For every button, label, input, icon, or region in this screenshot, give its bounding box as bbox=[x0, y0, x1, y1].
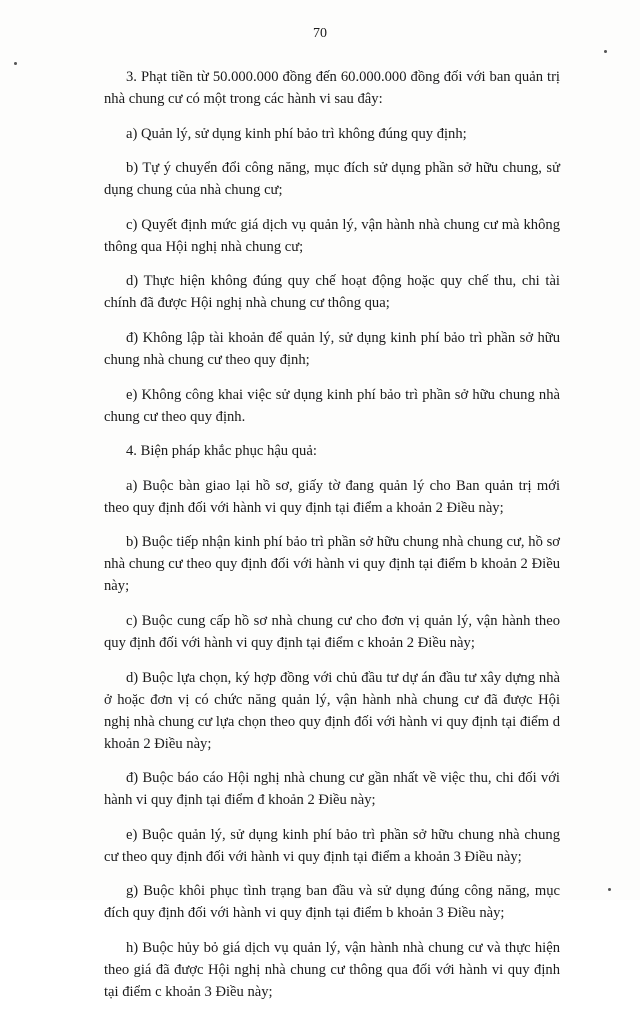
paragraph-clause-4: 4. Biện pháp khắc phục hậu quả: bbox=[126, 443, 317, 460]
paragraph-3e: e) Không công khai việc sử dụng kinh phí bảo trì phần sở hữu chung nhà chung cư theo quy định. bbox=[104, 386, 560, 425]
paragraph-4a: a) Buộc bàn giao lại hồ sơ, giấy tờ đang quản lý cho Ban quản trị mới theo quy định đối với hành vi quy định tại điểm a khoản 2 Điều này; bbox=[104, 477, 560, 516]
paragraph-4c: c) Buộc cung cấp hồ sơ nhà chung cư cho đơn vị quản lý, vận hành theo quy định đối với hành vi quy định tại điểm c khoản 2 Điều này; bbox=[104, 612, 560, 651]
paragraph-3dd: đ) Không lập tài khoản để quản lý, sử dụng kinh phí bảo trì phần sở hữu chung nhà chung cư theo quy định; bbox=[104, 329, 560, 368]
paragraph-4b: b) Buộc tiếp nhận kinh phí bảo trì phần sở hữu chung nhà chung cư, hồ sơ nhà chung cư theo quy định đối với hành vi quy định tại điểm b khoản 2 Điều này; bbox=[104, 534, 560, 595]
scan-speck bbox=[608, 888, 611, 891]
paragraph-4e: e) Buộc quản lý, sử dụng kinh phí bảo trì phần sở hữu chung nhà chung cư theo quy định đối với hành vi quy định tại điểm a khoản 3 Điều này; bbox=[104, 826, 560, 865]
paragraph-3a: a) Quản lý, sử dụng kinh phí bảo trì không đúng quy định; bbox=[126, 125, 467, 142]
page-number: 70 bbox=[313, 26, 327, 41]
paragraph-4h: h) Buộc hủy bỏ giá dịch vụ quản lý, vận hành nhà chung cư và thực hiện theo giá đã được Hội nghị nhà chung cư thông qua đối với hành vi quy định tại điểm c khoản 3 Điều này; bbox=[104, 939, 560, 1000]
paragraph-4dd: đ) Buộc báo cáo Hội nghị nhà chung cư gần nhất về việc thu, chi đối với hành vi quy định tại điểm đ khoản 2 Điều này; bbox=[104, 770, 560, 809]
paragraph-3c: c) Quyết định mức giá dịch vụ quản lý, vận hành nhà chung cư mà không thông qua Hội nghị nhà chung cư; bbox=[104, 216, 560, 255]
paragraph-clause-3: 3. Phạt tiền từ 50.000.000 đồng đến 60.000.000 đồng đối với ban quản trị nhà chung cư có một trong các hành vi sau đây: bbox=[104, 69, 560, 107]
paragraph-4g: g) Buộc khôi phục tình trạng ban đầu và sử dụng đúng công năng, mục đích quy định đối với hành vi quy định tại điểm b khoản 3 Điều này; bbox=[104, 883, 560, 922]
scan-speck bbox=[14, 62, 17, 65]
paragraph-3d: d) Thực hiện không đúng quy chế hoạt động hoặc quy chế thu, chi tài chính đã được Hội nghị nhà chung cư thông qua; bbox=[104, 273, 560, 312]
document-body bbox=[104, 66, 560, 1016]
paragraph-3b: b) Tự ý chuyển đổi công năng, mục đích sử dụng phần sở hữu chung, sử dụng chung của nhà chung cư; bbox=[104, 160, 560, 199]
paragraph-4d: d) Buộc lựa chọn, ký hợp đồng với chủ đầu tư dự án đầu tư xây dựng nhà ở hoặc đơn vị có chức năng quản lý, vận hành nhà chung cư đã được Hội nghị nhà chung cư lựa chọn theo quy định đối với hành vi quy định tại điểm d khoản 2 Điều này; bbox=[104, 669, 560, 752]
scan-speck bbox=[604, 50, 607, 53]
